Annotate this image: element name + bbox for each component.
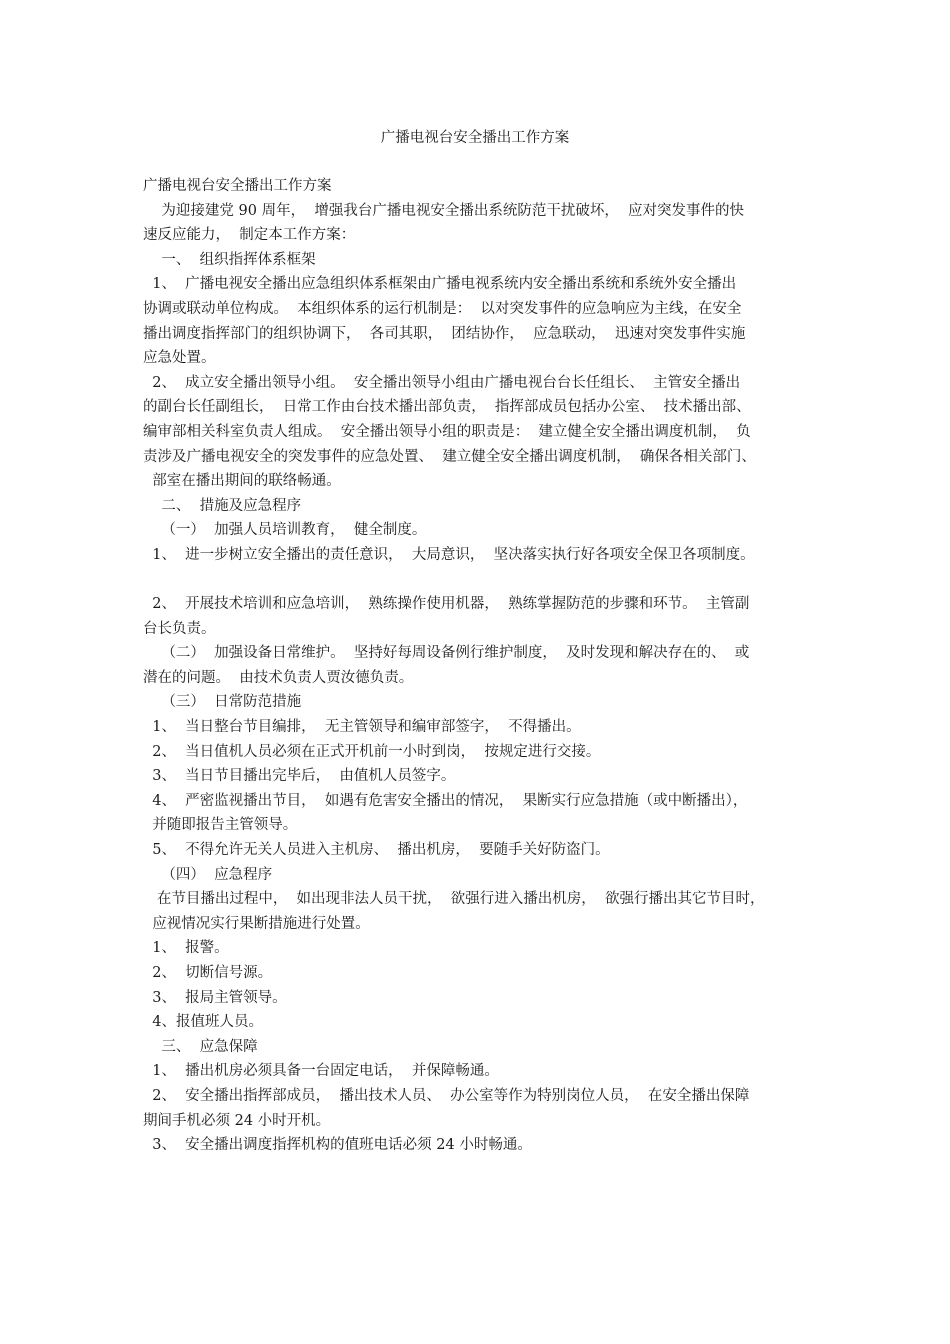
text-line: 一、 组织指挥体系框架: [143, 251, 316, 268]
text-line: 1、 报警。: [143, 940, 229, 957]
text-line: 1、 进一步树立安全播出的责任意识， 大局意识， 坚决落实执行好各项安全保卫各项制度。: [143, 546, 755, 563]
text-line: 广播电视台安全播出工作方案: [143, 178, 332, 194]
text-line: 2、 当日值机人员必须在正式开机前一小时到岗， 按规定进行交接。: [143, 743, 601, 760]
text-line: 协调或联动单位构成。 本组织体系的运行机制是： 以对突发事件的应急响应为主线，在安全: [143, 300, 742, 317]
text-line: 在节目播出过程中， 如出现非法人员干扰， 欲强行进入播出机房， 欲强行播出其它节目时，: [143, 891, 765, 908]
text-line: 期间手机必须 24 小时开机。: [143, 1112, 331, 1129]
text-line: 三、 应急保障: [143, 1038, 258, 1055]
text-line: （四） 应急程序: [143, 866, 273, 883]
text-line: 编审部相关科室负责人组成。 安全播出领导小组的职责是： 建立健全安全播出调度机制， 负: [143, 423, 751, 440]
text-line: （一） 加强人员培训教育， 健全制度。: [143, 522, 427, 539]
text-line: （三） 日常防范措施: [143, 694, 302, 711]
text-line: 并随即报告主管领导。: [143, 817, 298, 834]
text-line: 2、 开展技术培训和应急培训， 熟练操作使用机器， 熟练掌握防范的步骤和环节。 主管副: [143, 596, 750, 613]
page-title: 广播电视台安全播出工作方案: [380, 130, 570, 146]
text-line: 3、 报局主管领导。: [143, 989, 287, 1006]
text-line: 2、 成立安全播出领导小组。 安全播出领导小组由广播电视台台长任组长、 主管安全播出: [143, 374, 741, 391]
text-line: 4、报值班人员。: [143, 1014, 263, 1031]
text-line: 应急处置。: [143, 350, 216, 367]
text-line: 为迎接建党 90 周年， 增强我台广播电视安全播出系统防范干扰破坏， 应对突发事件的快: [143, 202, 745, 219]
text-line: 1、 播出机房必须具备一台固定电话， 并保障畅通。: [143, 1063, 499, 1080]
text-line: 应视情况实行果断措施进行处置。: [143, 915, 370, 932]
text-line: 潜在的问题。 由技术负责人贾汝德负责。: [143, 669, 414, 686]
text-line: 1、 当日整台节目编排， 无主管领导和编审部签字， 不得播出。: [143, 719, 581, 736]
text-line: 责涉及广播电视安全的突发事件的应急处置、 建立健全安全播出调度机制， 确保各相关部门、: [143, 448, 756, 465]
text-line: 台长负责。: [143, 620, 216, 637]
text-line: 的副台长任副组长， 日常工作由台技术播出部负责， 指挥部成员包括办公室、 技术播出部、: [143, 399, 751, 416]
text-line: 速反应能力， 制定本工作方案：: [143, 227, 356, 244]
text-line: 3、 安全播出调度指挥机构的值班电话必须 24 小时畅通。: [143, 1137, 532, 1154]
text-line: 3、 当日节目播出完毕后， 由值机人员签字。: [143, 768, 456, 785]
text-line: 1、 广播电视安全播出应急组织体系框架由广播电视系统内安全播出系统和系统外安全播出: [143, 276, 737, 293]
text-line: 部室在播出期间的联络畅通。: [143, 473, 341, 490]
text-line: 2、 切断信号源。: [143, 965, 273, 981]
text-line: 2、 安全播出指挥部成员， 播出技术人员、 办公室等作为特别岗位人员， 在安全播出保障: [143, 1087, 750, 1104]
text-line: 二、 措施及应急程序: [143, 497, 302, 514]
text-line: 4、 严密监视播出节目， 如遇有危害安全播出的情况， 果断实行应急措施（或中断播出），: [143, 792, 748, 809]
document-body: [143, 174, 823, 1158]
text-line: [143, 568, 823, 593]
text-line: （二） 加强设备日常维护。 坚持好每周设备例行维护制度， 及时发现和解决存在的、 或: [143, 645, 750, 662]
text-line: 播出调度指挥部门的组织协调下， 各司其职， 团结协作， 应急联动， 迅速对突发事件实施: [143, 325, 746, 342]
text-line: 5、 不得允许无关人员进入主机房、 播出机房， 要随手关好防盗门。: [143, 842, 610, 859]
